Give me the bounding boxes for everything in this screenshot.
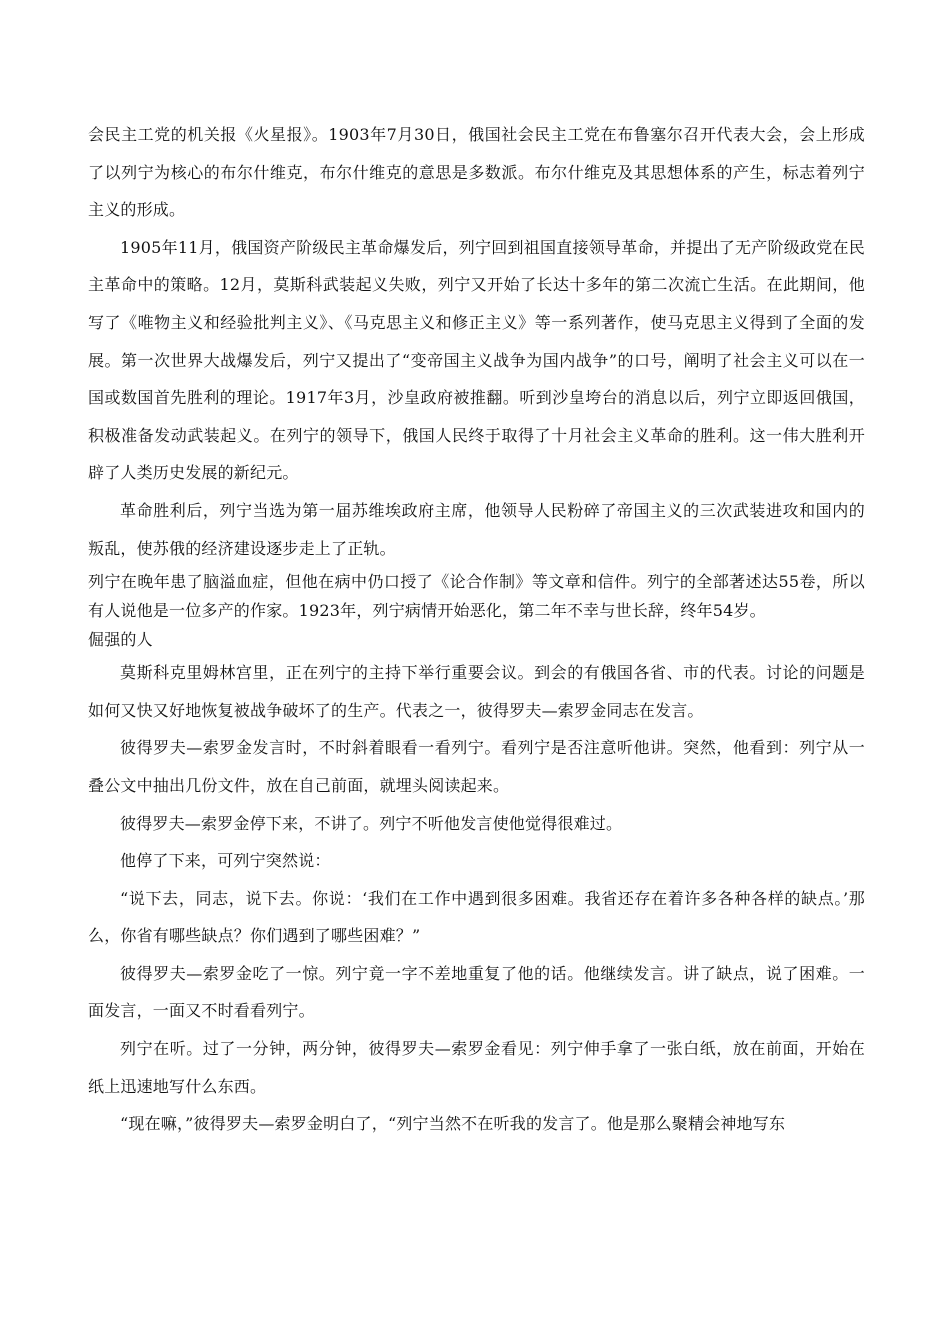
paragraph-kremlin-meeting: 莫斯科克里姆林宫里，正在列宁的主持下举行重要会议。到会的有俄国各省、市的代表。讨论的问题是如何又快又好地恢复被战争破坏了的生产。代表之一，彼得罗夫—索罗金同志在发言。 bbox=[88, 663, 865, 720]
paragraph-glancing-at-lenin: 彼得罗夫—索罗金发言时，不时斜着眼看一看列宁。看列宁是否注意听他讲。突然，他看到：列宁从一叠公文中抽出几份文件，放在自己前面，就埋头阅读起来。 bbox=[88, 738, 865, 795]
paragraph-surprised: 彼得罗夫—索罗金吃了一惊。列宁竟一字不差地重复了他的话。他继续发言。讲了缺点，说了困难。一面发言，一面又不时看看列宁。 bbox=[88, 963, 865, 1021]
paragraph-lenin-writing: 列宁在听。过了一分钟，两分钟，彼得罗夫—索罗金看见：列宁伸手拿了一张白纸，放在前面，开始在纸上迅速地写什么东西。 bbox=[88, 1039, 865, 1096]
paragraph-lenin-quote: “说下去，同志，说下去。你说：‘我们在工作中遇到很多困难。我省还存在着许多各种各样的缺点。’那么，你省有哪些缺点？你们遇到了哪些困难？” bbox=[88, 888, 865, 946]
paragraph-lenin-says: 他停了下来，可列宁突然说： bbox=[120, 851, 331, 871]
paragraph-not-listening: “现在嘛，”彼得罗夫—索罗金明白了，“列宁当然不在听我的发言了。他是那么聚精会神地写东 bbox=[120, 1114, 786, 1134]
paragraph-1905-revolution: 1905年11月，俄国资产阶级民主革命爆发后，列宁回到祖国直接领导革命，并提出了无产阶级政党在民主革命中的策略。12月，莫斯科武装起义失败，列宁又开始了长达十多年的第二次流亡生活。在此期间，他写了《唯物主义和经验批判主义》、《马克思主义和修正主义》等一系列著作，使马克思主义得到了全面的发展。第一次世界大战爆发后，列宁又提出了“变帝国主义战争为国内战争”的口号，阐明了社会主义可以在一国或数国首先胜利的理论。1917年3月，沙皇政府被推翻。听到沙皇垮台的消息以后，列宁立即返回俄国，积极准备发动武装起义。在列宁的领导下，俄国人民终于取得了十月社会主义革命的胜利。这一伟大胜利开辟了人类历史发展的新纪元。 bbox=[88, 237, 865, 483]
section-heading: 倔强的人 bbox=[88, 630, 153, 650]
paragraph-iskra-congress: 会民主工党的机关报《火星报》。1903年7月30日，俄国社会民主工党在布鲁塞尔召开代表大会，会上形成了以列宁为核心的布尔什维克，布尔什维克的意思是多数派。布尔什维克及其思想体系的产生，标志着列宁主义的形成。 bbox=[88, 125, 865, 220]
paragraph-soviet-chairman: 革命胜利后，列宁当选为第一届苏维埃政府主席，他领导人民粉碎了帝国主义的三次武装进攻和国内的叛乱，使苏俄的经济建设逐步走上了正轨。 bbox=[88, 500, 865, 558]
paragraph-stopped-speaking: 彼得罗夫—索罗金停下来，不讲了。列宁不听他发言使他觉得很难过。 bbox=[120, 813, 623, 833]
document-page bbox=[88, 116, 865, 1143]
paragraph-late-years: 列宁在晚年患了脑溢血症，但他在病中仍口授了《论合作制》等文章和信件。列宁的全部著述达55卷，所以有人说他是一位多产的作家。1923年，列宁病情开始恶化，第二年不幸与世长辞，终年54岁。 bbox=[88, 572, 865, 621]
